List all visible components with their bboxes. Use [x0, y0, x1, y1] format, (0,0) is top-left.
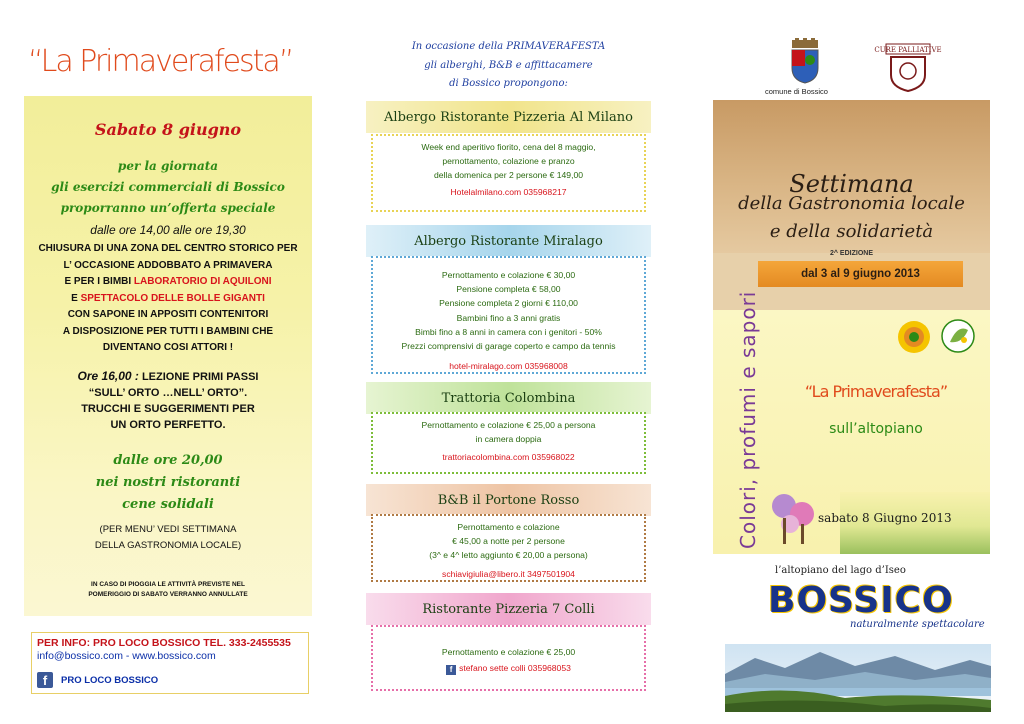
vertical-tagline-text: Colori, profumi e sapori	[736, 290, 760, 549]
venue-header-portone-rosso: B&B il Portone Rosso	[366, 484, 651, 516]
closure-text	[24, 241, 312, 357]
time-range: dalle ore 14,00 alle ore 19,30	[90, 223, 246, 237]
facebook-icon: f	[37, 672, 53, 688]
festa-name: “La Primaverafesta”	[804, 382, 948, 401]
intro-line: di Bossico propongono:	[449, 78, 568, 89]
venue-box-portone-rosso	[371, 514, 646, 582]
closure-line: A DISPOSIZIONE PER TUTTI I BAMBINI CHE	[62, 325, 274, 337]
festa-subtitle: sull’altopiano	[829, 421, 923, 437]
venue-line: Pernottamento e colazione	[457, 522, 560, 532]
venue-line: della domenica per 2 persone € 149,00	[433, 170, 584, 181]
edition-label: 2^ EDIZIONE	[830, 250, 873, 257]
sun-logo-icon	[894, 318, 934, 356]
intro-line: gli alberghi, B&B e affittacamere	[424, 59, 593, 71]
venue-line: Pensione completa € 58,00	[456, 284, 561, 295]
venue-line: Pernottamento e colazione € 25,00 a persona	[421, 420, 596, 430]
lesson-line: TRUCCHI E SUGGERIMENTI PER	[81, 403, 255, 415]
closure-line	[24, 291, 312, 308]
giornata-line: per la giornata	[117, 159, 219, 173]
venue-contact[interactable]: trattoriacolombina.com 035968022	[442, 452, 575, 463]
lesson-line	[24, 368, 312, 385]
venue-box-colombina	[371, 412, 646, 474]
venue-line: Pernottamento e colazione € 25,00	[441, 647, 576, 657]
trees-illustration-icon	[768, 490, 822, 548]
info-web-links[interactable]: info@bossico.com - www.bossico.com	[37, 650, 216, 662]
evening-line: cene solidali	[122, 497, 214, 512]
venue-line: Prezzi comprensivi di garage coperto e campo da tennis	[401, 341, 616, 352]
evening-dinners-text	[24, 450, 312, 516]
shops-offer-text	[24, 156, 312, 219]
closure-line-prefix: E PER I BIMBI	[64, 276, 134, 287]
closure-line	[24, 274, 312, 291]
venue-line: Bambini fino a 3 anni gratis	[456, 312, 561, 323]
week-title-line-3: e della solidarietà	[769, 221, 934, 242]
plateau-label: l’altopiano del lago d’Iseo	[775, 565, 906, 576]
closure-line-prefix: E	[71, 292, 81, 304]
festa-date: sabato 8 Giugno 2013	[818, 511, 952, 525]
venue-line: Bimbi fino a 8 anni in camera con i genitori - 50%	[415, 326, 602, 337]
venue-box-sette-colli	[371, 625, 646, 691]
venue-contact[interactable]: hotel-miralago.com 035968008	[449, 361, 568, 372]
venue-line: Week end aperitivo fiorito, cena del 8 maggio,	[421, 142, 596, 152]
giornata-line: gli esercizi commerciali di Bossico	[51, 180, 285, 194]
garden-lesson-text	[24, 368, 312, 433]
cure-palliative-logo-icon	[874, 43, 942, 93]
closure-line: DIVENTANO COSI ATTORI !	[102, 342, 234, 353]
saturday-heading: Sabato 8 giugno	[94, 120, 242, 139]
info-phone: PER INFO: PRO LOCO BOSSICO TEL. 333-2455535	[37, 637, 291, 649]
venue-line: Pensione completa 2 giorni € 110,00	[439, 298, 578, 309]
brand-tagline: naturalmente spettacolare	[850, 619, 985, 630]
cure-logo-text: CURE PALLIATIVE	[874, 46, 942, 54]
venue-contact[interactable]: Hotelalmilano.com 035968217	[450, 186, 567, 197]
venue-line: pernottamento, colazione e pranzo	[442, 156, 575, 167]
lesson-line: “SULL’ ORTO …NELL’ ORTO”.	[88, 387, 248, 399]
week-title-line-2: della Gastronomia locale	[738, 193, 965, 214]
coat-of-arms-icon	[788, 38, 822, 84]
week-title: Settimana	[789, 170, 914, 198]
venue-header-miralago: Albergo Ristorante Miralago	[366, 225, 651, 257]
facebook-label: PRO LOCO BOSSICO	[61, 674, 159, 686]
venue-line: in camera doppia	[475, 434, 542, 445]
bossico-brand-logo: BOSSICO	[768, 580, 954, 621]
venue-line: Pernottamento e colazione € 30,00	[441, 270, 576, 280]
venue-contact-row[interactable]	[373, 661, 644, 675]
lake-landscape-photo	[725, 644, 991, 712]
closure-line: CHIUSURA DI UNA ZONA DEL CENTRO STORICO PER	[38, 243, 298, 254]
festa-title: “La Primaverafesta”	[28, 44, 293, 79]
facebook-icon: f	[446, 665, 456, 675]
evening-line: dalle ore 20,00	[113, 453, 223, 468]
menu-note-line: DELLA GASTRONOMIA LOCALE)	[94, 540, 242, 551]
leaf-logo-icon	[940, 318, 976, 354]
venue-line: (3^ e 4^ letto aggiunto € 20,00 a persona)	[429, 550, 588, 561]
rain-note-line: IN CASO DI PIOGGIA LE ATTIVITÀ PREVISTE NEL	[91, 581, 245, 588]
lesson-time: Ore 16,00 :	[77, 369, 139, 383]
venue-box-miralago	[371, 256, 646, 374]
closure-line: CON SAPONE IN APPOSITI CONTENITORI	[67, 309, 269, 320]
middle-intro	[366, 38, 651, 94]
closure-line: L’ OCCASIONE ADDOBBATO A PRIMAVERA	[63, 259, 273, 271]
venue-contact[interactable]: schiavigiulia@libero.it 3497501904	[442, 568, 575, 579]
rain-note	[24, 580, 312, 600]
venue-contact: stefano sette colli 035968053	[459, 663, 571, 674]
menu-note-line: (PER MENU’ VEDI SETTIMANA	[99, 524, 237, 535]
menu-note	[24, 522, 312, 554]
lesson-line: UN ORTO PERFETTO.	[110, 419, 226, 431]
bubble-show-label: SPETTACOLO DELLE BOLLE GIGANTI	[80, 292, 265, 304]
comune-label: comune di Bossico	[765, 87, 828, 96]
lesson-title: LEZIONE PRIMI PASSI	[138, 371, 259, 383]
venue-box-al-milano	[371, 134, 646, 212]
venue-header-al-milano: Albergo Ristorante Pizzeria Al Milano	[366, 101, 651, 133]
intro-line: In occasione della PRIMAVERAFESTA	[411, 41, 606, 52]
facebook-link[interactable]	[37, 672, 158, 688]
rain-note-line: POMERIGGIO DI SABATO VERRANNO ANNULLATE	[88, 591, 248, 598]
venue-line: € 45,00 a notte per 2 persone	[452, 536, 565, 547]
venue-header-colombina: Trattoria Colombina	[366, 382, 651, 414]
venue-header-sette-colli: Ristorante Pizzeria 7 Colli	[366, 593, 651, 625]
evening-line: nei nostri ristoranti	[95, 475, 241, 490]
date-range-bar: dal 3 al 9 giugno 2013	[758, 261, 963, 287]
giornata-line: proporranno un’offerta speciale	[60, 201, 276, 215]
kite-workshop-label: LABORATORIO DI AQUILONI	[133, 276, 272, 287]
